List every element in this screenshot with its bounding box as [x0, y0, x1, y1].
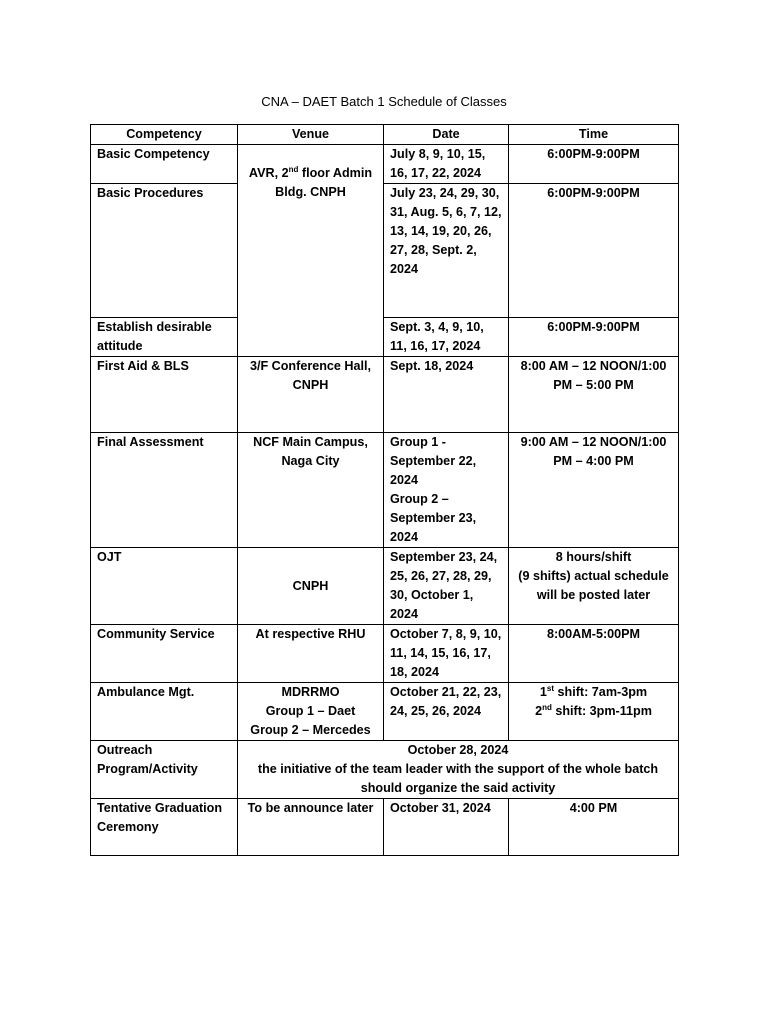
date-cell: Sept. 3, 4, 9, 10, 11, 16, 17, 2024 [384, 318, 509, 357]
venue-text: AVR, 2 [248, 166, 289, 180]
table-row [91, 357, 679, 433]
time-cell: 6:00PM-9:00PM [509, 318, 679, 357]
date-cell: October 7, 8, 9, 10, 11, 14, 15, 16, 17, 18, 2024 [384, 625, 509, 683]
time-line: 8 hours/shift [555, 550, 632, 564]
page-title: CNA – DAET Batch 1 Schedule of Classes [261, 94, 507, 109]
header-date: Date [384, 125, 509, 145]
competency-cell: Outreach Program/Activity [91, 741, 238, 799]
time-note: (9 shifts) actual schedule will be posted later [518, 569, 669, 602]
venue-cell [238, 145, 384, 357]
date-group-1: Group 1 - September 22, 2024 [390, 435, 477, 487]
shift-superscript: st [546, 683, 555, 693]
outreach-cell [238, 741, 679, 799]
competency-cell: First Aid & BLS [91, 357, 238, 433]
shift-1 [515, 683, 672, 702]
venue-cell: CNPH [238, 548, 384, 625]
header-venue: Venue [238, 125, 384, 145]
header-competency: Competency [91, 125, 238, 145]
date-cell: July 8, 9, 10, 15, 16, 17, 22, 2024 [384, 145, 509, 184]
competency-cell: OJT [91, 548, 238, 625]
venue-superscript: nd [288, 164, 299, 174]
venue-cell [238, 683, 384, 741]
table-row [91, 625, 679, 683]
table-row [91, 145, 679, 184]
shift-text: shift: 3pm-11pm [551, 704, 652, 718]
competency-cell: Final Assessment [91, 433, 238, 548]
header-time: Time [509, 125, 679, 145]
date-group-2: Group 2 – September 23, 2024 [390, 492, 477, 544]
shift-superscript: nd [542, 702, 552, 712]
date-cell: Sept. 18, 2024 [384, 357, 509, 433]
table-row [91, 184, 679, 318]
venue-cell: 3/F Conference Hall, CNPH [238, 357, 384, 433]
table-row [91, 799, 679, 856]
outreach-note: the initiative of the team leader with the support of the whole batch should organize the said activity [257, 762, 659, 795]
table-row [91, 318, 679, 357]
time-cell [509, 548, 679, 625]
table-row [91, 548, 679, 625]
shift-number: 1 [539, 685, 547, 699]
table-row [91, 683, 679, 741]
competency-cell: Establish desirable attitude [91, 318, 238, 357]
outreach-date: October 28, 2024 [407, 743, 509, 757]
schedule-table [90, 124, 679, 856]
venue-cell: NCF Main Campus, Naga City [238, 433, 384, 548]
header-row [91, 125, 679, 145]
time-cell: 8:00AM-5:00PM [509, 625, 679, 683]
venue-cell: At respective RHU [238, 625, 384, 683]
date-cell: October 21, 22, 23, 24, 25, 26, 2024 [384, 683, 509, 741]
time-cell: 8:00 AM – 12 NOON/1:00 PM – 5:00 PM [509, 357, 679, 433]
time-cell: 9:00 AM – 12 NOON/1:00 PM – 4:00 PM [509, 433, 679, 548]
time-cell: 4:00 PM [509, 799, 679, 856]
venue-line: Group 2 – Mercedes [250, 723, 371, 737]
shift-2 [515, 702, 672, 721]
date-cell: October 31, 2024 [384, 799, 509, 856]
date-cell [384, 433, 509, 548]
venue-line: MDRRMO [281, 685, 340, 699]
time-cell [509, 683, 679, 741]
shift-text: shift: 7am-3pm [554, 685, 648, 699]
venue-line: Group 1 – Daet [265, 704, 356, 718]
table-row [91, 741, 679, 799]
time-cell: 6:00PM-9:00PM [509, 145, 679, 184]
table-row [91, 433, 679, 548]
venue-cell: To be announce later [238, 799, 384, 856]
competency-cell: Basic Procedures [91, 184, 238, 318]
competency-cell: Community Service [91, 625, 238, 683]
venue-text: Bldg. CNPH [275, 185, 346, 199]
venue-text: floor Admin [298, 166, 373, 180]
time-cell: 6:00PM-9:00PM [509, 184, 679, 318]
shift-number: 2 [535, 704, 543, 718]
competency-cell: Basic Competency [91, 145, 238, 184]
date-cell: September 23, 24, 25, 26, 27, 28, 29, 30, October 1, 2024 [384, 548, 509, 625]
date-cell: July 23, 24, 29, 30, 31, Aug. 5, 6, 7, 12, 13, 14, 19, 20, 26, 27, 28, Sept. 2, 2024 [384, 184, 509, 318]
competency-cell: Tentative Graduation Ceremony [91, 799, 238, 856]
avr-venue [244, 145, 377, 202]
competency-cell: Ambulance Mgt. [91, 683, 238, 741]
